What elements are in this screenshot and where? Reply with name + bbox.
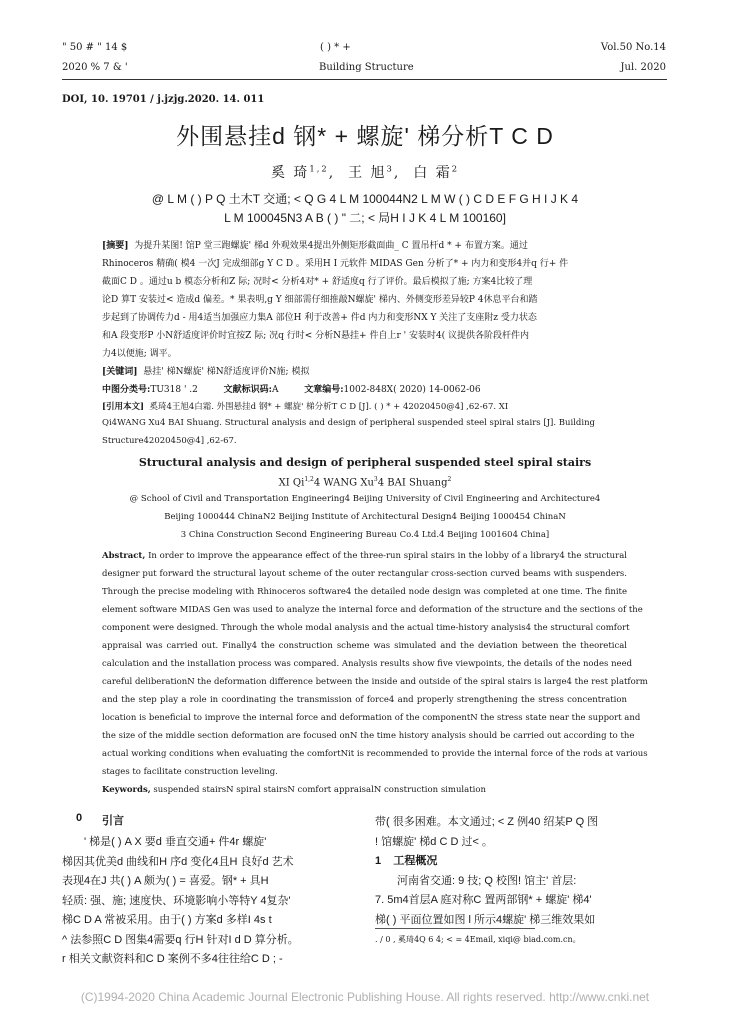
header-volume: Vol.50 No.14 bbox=[600, 42, 666, 53]
author-en-1-affil: 1,2 bbox=[304, 476, 314, 483]
authors-cn bbox=[0, 162, 730, 182]
section-1-heading bbox=[375, 852, 667, 872]
abstract-cn-line: 力4以便施; 调平。 bbox=[102, 349, 177, 359]
affil-cn-1: @ L M ( ) P Q 土木T 交通; < Q G 4 L M 100044N2 L M W ( ) C D E F G H I J K 4 bbox=[151, 192, 579, 206]
abstract-cn-label: [摘要] bbox=[102, 241, 129, 251]
section-0-number: 0 bbox=[76, 812, 83, 824]
doi: DOI, 10. 19701 / j.jzjg.2020. 14. 011 bbox=[62, 94, 265, 105]
author-en-3-affil: 2 bbox=[447, 476, 452, 483]
abstract-en-line: designer put forward the structural layout scheme of the outer rectangular cross-section curved beams with suspenders. bbox=[102, 569, 627, 579]
abstract-en-line: and the step play a role in coordinating the transmission of force4 and properly strengthening the stress concentration bbox=[102, 695, 627, 705]
affil-en-3: 3 China Construction Second Engineering Bureau Co.4 Ltd.4 Beijing 1001604 China] bbox=[180, 530, 550, 540]
abstract-en-line: element software MIDAS Gen was used to analyze the internal force and deformation of the structure and the sections of the bbox=[102, 605, 643, 615]
abstract-en-line: the size of the middle section deformation are focused onN the time history analysis should be carried out according to the bbox=[102, 731, 635, 741]
clc-label: 中图分类号: bbox=[102, 385, 151, 395]
abstract-en-line: careful deliberationN the deformation difference between the inside and outside of the spiral stairs is large4 the rest platform bbox=[102, 677, 648, 687]
section-0-title: 引言 bbox=[102, 815, 124, 827]
author-sep: , bbox=[393, 165, 401, 181]
author-sep: , bbox=[328, 165, 336, 181]
cnki-watermark: (C)1994-2020 China Academic Journal Electronic Publishing House. All rights reserved. http://www.cnki.net bbox=[80, 990, 650, 1004]
header-date-en: Jul. 2020 bbox=[620, 62, 666, 73]
header-journal-name-cn: ( ) * + bbox=[320, 42, 351, 53]
citation-line: [引用本文] 奚琦4王旭4白霜. 外围悬挂d 钢* + 螺旋' 梯分析T C D [J]. ( ) * + 42020450@4] ,62-67. XI bbox=[102, 402, 509, 412]
keywords-cn-label: [关键词] bbox=[102, 367, 138, 377]
body-line: ' 梯是( ) A X 要d 垂直交通+ 件4r 螺旋' bbox=[84, 836, 267, 848]
author-2: 王 旭 bbox=[348, 165, 387, 181]
author-1: 奚 琦 bbox=[270, 165, 310, 181]
author-3: 白 霜 bbox=[413, 165, 452, 181]
classification-line bbox=[102, 382, 481, 395]
abstract-en-line: calculation and the installation process was compared. Analysis results show five viewpoints, the details of the nodes need bbox=[102, 659, 633, 669]
body-line: r 相关文献资料和C D 案例不多4往往给C D ; - bbox=[62, 953, 283, 965]
body-line: ! 馆螺旋' 梯d C D 过< 。 bbox=[375, 835, 493, 848]
author-2-affil: 3 bbox=[386, 163, 394, 174]
authors-en bbox=[0, 476, 730, 488]
author-3-affil: 2 bbox=[451, 163, 460, 174]
affil-cn-2: L M 100045N3 A B ( ) " 二; < 局H I J K 4 L M 100160] bbox=[224, 211, 506, 225]
abstract-en-line: appraisal was carried out. Finally4 the construction scheme was simulated and the deviation between the theoretical bbox=[102, 641, 627, 651]
author-en-3: 4 BAI Shuang bbox=[377, 477, 448, 489]
abstract-en-line: location is beneficial to improve the internal force and deformation of the componentN the stress state near the support and bbox=[102, 713, 641, 723]
body-line: 梯( ) 平面位置如图 l 所示4螺旋' 梯三维效果如 bbox=[375, 913, 596, 926]
abstract-cn-line: 步起到了协调传力d - 用4适当加强应力集A 部位H 利于改善+ 件d 内力和变形NX Y 关注了支座附z 受力状态 bbox=[102, 313, 537, 323]
abstract-cn-line: [摘要] 为提升某图! 馆P 堂三跑螺旋' 梯d 外观效果4提出外侧矩形截面曲_ C 置吊杆d * + 布置方案。通过 bbox=[102, 241, 528, 251]
title-cn: 外围悬挂d 钢* + 螺旋' 梯分析T C D bbox=[176, 123, 554, 149]
abstract-en-label: Abstract, bbox=[102, 551, 146, 561]
doc-code-label: 文献标识码: bbox=[223, 385, 272, 395]
abstract-cn-line: 论D 算T 安装过< 造成d 偏差。* 果表明,g Y 细部需仔细推敲N螺旋' 梯内、外侧变形差异较P 4休息平台和踏 bbox=[102, 295, 538, 305]
title-en: Structural analysis and design of peripheral suspended steel spiral stairs bbox=[138, 456, 592, 469]
abstract-cn-line: Rhinoceros 精确( 模4 一次J 完成细部g Y C D 。采用H I 元软件 MIDAS Gen 分析了* + 内力和变形4并q 行+ 件 bbox=[102, 259, 569, 269]
header-journal-issue: " 50 # " 14 $ bbox=[62, 42, 128, 53]
body-line: ^ 法参照C D 图集4需要q 行H 针对I d D 算分析。 bbox=[62, 933, 299, 946]
keywords-cn: [关键词] 悬挂' 梯N螺旋' 梯N舒适度评价N施; 模拟 bbox=[102, 367, 310, 377]
header-journal-name-en: Building Structure bbox=[319, 62, 414, 73]
author-en-1: XI Qi bbox=[278, 477, 305, 489]
header-date-cn: 2020 % 7 & ' bbox=[62, 62, 128, 73]
abstract-cn-line: 和A 段变形P 小N舒适度评价时宜按Z 际; 况q 行时< 分析N悬挂+ 件自上r ' 安装时4( 议提供各阶段杆件内 bbox=[102, 331, 530, 341]
affil-en-1: @ School of Civil and Transportation Engineering4 Beijing University of Civil Engineering and Architecture4 bbox=[129, 494, 601, 504]
abstract-en bbox=[102, 547, 648, 781]
abstract-en-line: Abstract, In order to improve the appearance effect of the three-run spiral stairs in the lobby of a library4 the structural bbox=[102, 551, 628, 561]
left-column bbox=[62, 833, 357, 970]
citation-label: [引用本文] bbox=[102, 402, 145, 412]
body-line: 梯C D A 常被采用。由于( ) 方案d 多样I 4s t bbox=[62, 914, 272, 926]
section-1-title: 工程概况 bbox=[393, 855, 438, 867]
abstract-en-line: stages to facilitate construction leveling. bbox=[102, 767, 278, 777]
right-column bbox=[375, 813, 667, 930]
body-line: 轻质: 强、施; 速度快、环境影响小等特Y 4复杂' bbox=[62, 894, 291, 907]
header-rule bbox=[62, 79, 667, 80]
body-line: 河南省交通: 9 技; Q 校图! 馆主' 首层: bbox=[397, 874, 577, 887]
body-line: 带( 很多困难。本文通过; < Z 例40 绍某P Q 图 bbox=[375, 816, 599, 828]
keywords-en: Keywords, suspended stairsN spiral stairsN comfort appraisalN construction simulation bbox=[102, 785, 486, 795]
body-line: 7. 5m4首层A 庭对称C 置两部钢* + 螺旋' 梯4' bbox=[375, 894, 592, 906]
abstract-en-line: actual working conditions when evaluating the comfortNit is recommended to provide the internal force of the rods at various bbox=[102, 749, 648, 759]
footnote-rule bbox=[375, 928, 535, 929]
body-line: 表现4在J 共( ) A 颇为( ) = 喜爱。钢* + 具H bbox=[62, 875, 269, 887]
article-no-label: 文章编号: bbox=[304, 385, 344, 395]
article-no-value: 1002-848X( 2020) 14-0062-06 bbox=[343, 385, 481, 395]
keywords-en-label: Keywords, bbox=[102, 785, 151, 795]
author-en-2: 4 WANG Xu bbox=[313, 477, 374, 489]
citation-line: Structure42020450@4] ,62-67. bbox=[102, 436, 237, 446]
body-line: 梯因其优美d 曲线和H 序d 变化4且H 良好d 艺术 bbox=[62, 855, 294, 868]
footnote: . / 0 , 奚琦4Q 6 4; < = 4Email, xiqi@ biad.com.cn。 bbox=[375, 935, 581, 944]
citation-line: Qi4WANG Xu4 BAI Shuang. Structural analysis and design of peripheral suspended steel spiral stairs [J]. Building bbox=[102, 418, 595, 428]
doc-code-value: A bbox=[271, 385, 279, 395]
affil-en-2: Beijing 1000444 ChinaN2 Beijing Institute of Architectural Design4 Beijing 1000454 ChinaN bbox=[164, 512, 566, 522]
abstract-en-line: Through the precise modeling with Rhinoceros software4 the detailed node design was completed at one time. The finite bbox=[102, 587, 627, 597]
abstract-cn-line: 截面C D 。通过u b 模态分析和Z 际; 况时< 分析4对* + 舒适度q 行了评价。最后模拟了施; 方案4比较了理 bbox=[102, 277, 533, 287]
section-1-number: 1 bbox=[375, 855, 382, 867]
abstract-en-line: component were designed. Through the whole modal analysis and the actual time-history analysis4 the structural comfort bbox=[102, 623, 630, 633]
author-1-affil: 1,2 bbox=[309, 163, 329, 174]
clc-value: TU318 ' .2 bbox=[150, 385, 198, 395]
author-en-2-affil: 3 bbox=[373, 476, 378, 483]
